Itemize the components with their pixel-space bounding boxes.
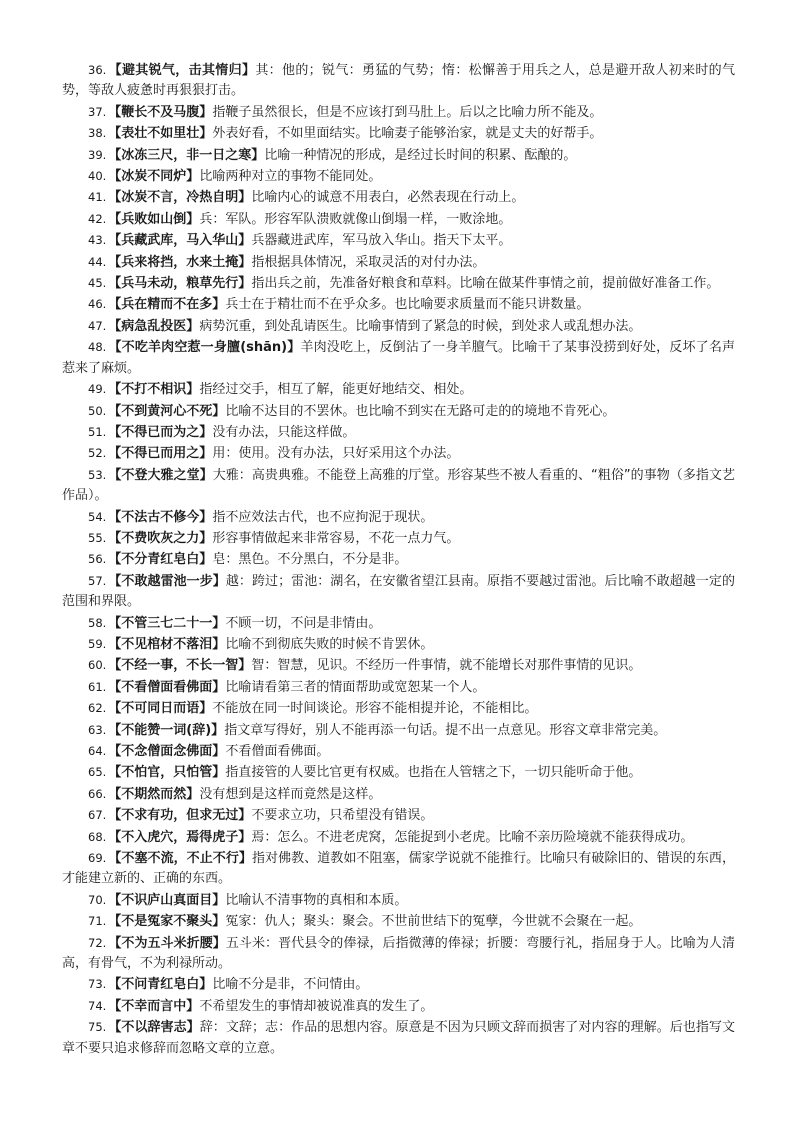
idiom-term: 【不到黄河心不死】 [108, 403, 226, 419]
idiom-term: 【鞭长不及马腹】 [108, 104, 213, 120]
idiom-term: 【冰炭不言，冷热自明】 [108, 190, 252, 206]
idiom-entry [62, 507, 735, 528]
idiom-term: 【不打不相识】 [108, 382, 200, 398]
entry-number: 62. [88, 701, 107, 716]
idiom-definition: 智：智慧，见识。不经历一件事情，就不能增长对那件事情的见识。 [251, 658, 642, 674]
idiom-entry [62, 316, 735, 337]
idiom-entry [62, 166, 735, 187]
idiom-term: 【不经一事，不长一智】 [108, 658, 252, 674]
idiom-entry [62, 784, 735, 805]
idiom-entry [62, 549, 735, 570]
entry-number: 60. [88, 658, 107, 673]
entry-number: 67. [88, 808, 107, 823]
idiom-term: 【不能赞一词(辞)】 [108, 722, 225, 738]
entry-number: 55. [88, 530, 107, 545]
idiom-entry [62, 655, 735, 676]
idiom-definition: 比喻不分是非，不问情由。 [212, 977, 369, 993]
idiom-term: 【不幸而言中】 [108, 998, 200, 1014]
idiom-entry [62, 720, 735, 741]
idiom-definition: 辞：文辞；志：作品的思想内容。原意是不因为只顾文辞而损害了对内容的理解。后也指写文章不要只追求修辞而忽略文章的立意。 [62, 1020, 735, 1056]
entry-number: 36. [88, 63, 107, 77]
entry-number: 37. [88, 104, 107, 119]
idiom-term: 【兵来将挡，水来土掩】 [108, 254, 252, 270]
idiom-definition: 比喻请看第三者的情面帮助或宽恕某一个人。 [225, 679, 486, 695]
idiom-definition: 比喻不达目的不罢休。也比喻不到实在无路可走的的境地不肯死心。 [225, 403, 616, 419]
idiom-entry [62, 422, 735, 443]
idiom-term: 【兵在精而不在多】 [108, 297, 226, 313]
entry-number: 65. [88, 765, 107, 780]
idiom-term: 【不可同日而语】 [108, 701, 213, 717]
entry-number: 63. [88, 722, 107, 737]
idiom-term: 【病急乱投医】 [108, 318, 200, 334]
idiom-entry [62, 379, 735, 400]
idiom-definition: 冤家：仇人；聚头：聚会。不世前世结下的冤孽，今世就不会聚在一起。 [225, 914, 642, 930]
idiom-term: 【不问青红皂白】 [108, 977, 213, 993]
idiom-definition: 五斗米：晋代县令的俸禄，后指微薄的俸禄；折腰：弯腰行礼，指屈身于人。比喻为人清高，有骨气，不为利禄所动。 [62, 935, 735, 972]
idiom-entry [62, 187, 735, 208]
entry-number: 40. [88, 169, 107, 184]
idiom-term: 【不期然而然】 [108, 786, 200, 802]
idiom-definition: 指经过交手，相互了解，能更好地结交、相处。 [199, 382, 473, 398]
entry-number: 58. [88, 615, 107, 630]
entry-number: 49. [88, 382, 107, 397]
idiom-entry [62, 805, 735, 826]
entry-number: 52. [88, 446, 107, 461]
idiom-entry [62, 698, 735, 719]
idiom-term: 【不怕官，只怕管】 [108, 765, 226, 781]
idiom-term: 【不为五斗米折腰】 [108, 935, 226, 951]
entry-number: 41. [88, 190, 107, 205]
entry-number: 53. [88, 467, 107, 482]
entry-number: 50. [88, 403, 107, 418]
idiom-term: 【冰炭不同炉】 [108, 169, 200, 185]
entry-number: 54. [88, 509, 107, 524]
idiom-definition: 不看僧面看佛面。 [225, 744, 330, 759]
idiom-definition: 比喻内心的诚意不用表白，必然表现在行动上。 [251, 190, 525, 206]
idiom-entry [62, 145, 735, 166]
entry-number: 71. [88, 914, 107, 929]
idiom-term: 【不管三七二十一】 [108, 615, 226, 631]
idiom-entry [62, 465, 735, 507]
idiom-term: 【不分青红皂白】 [108, 552, 213, 568]
idiom-definition: 比喻不到彻底失败的时候不肯罢休。 [225, 636, 434, 652]
idiom-definition: 比喻两种对立的事物不能同处。 [199, 169, 382, 185]
idiom-definition: 兵士在于精壮而不在乎众多。也比喻要求质量而不能只讲数量。 [225, 297, 590, 313]
idiom-term: 【兵马未动，粮草先行】 [108, 276, 252, 292]
entry-number: 59. [88, 636, 107, 651]
idiom-definition: 没有办法，只能这样做。 [212, 424, 356, 440]
entry-number: 66. [88, 786, 107, 801]
idiom-term: 【不法古不修今】 [108, 509, 213, 525]
idiom-definition: 指鞭子虽然很长，但是不应该打到马肚上。后以之比喻力所不能及。 [212, 104, 603, 120]
idiom-definition: 羊肉没吃上，反倒沾了一身羊膻气。比喻干了某事没捞到好处，反坏了名声惹来了麻烦。 [62, 340, 735, 376]
idiom-term: 【表壮不如里壮】 [108, 126, 213, 142]
idiom-entry [62, 848, 735, 890]
idiom-entry [62, 933, 735, 975]
idiom-term: 【不求有功，但求无过】 [108, 808, 252, 824]
idiom-term: 【不得已而用之】 [108, 446, 213, 462]
idiom-definition: 不要求立功，只希望没有错误。 [251, 808, 434, 824]
idiom-entry [62, 528, 735, 549]
idiom-definition: 兵器藏进武库，军马放入华山。指天下太平。 [251, 233, 512, 249]
idiom-entry [62, 60, 735, 102]
idiom-term: 【不吃羊肉空惹一身膻(shān)】 [108, 340, 301, 356]
entry-number: 74. [88, 998, 107, 1013]
idiom-entry [62, 677, 735, 698]
idiom-definition: 病势沉重，到处乱请医生。比喻事情到了紧急的时候，到处求人或乱想办法。 [199, 318, 642, 334]
entry-number: 42. [88, 211, 107, 226]
entry-number: 44. [88, 254, 107, 269]
idiom-entry [62, 634, 735, 655]
entry-number: 38. [88, 126, 107, 141]
idiom-definition: 外表好看，不如里面结实。比喻妻子能够治家，就是丈夫的好帮手。 [212, 126, 603, 142]
entry-number: 68. [88, 829, 107, 844]
entry-number: 61. [88, 679, 107, 694]
idiom-definition: 其：他的；锐气：勇猛的气势；惰：松懈善于用兵之人，总是避开敌人初来时的气势，等敌人疲惫时再狠狠打击。 [62, 63, 735, 99]
idiom-entry [62, 613, 735, 634]
entry-number: 70. [88, 892, 107, 907]
idiom-entry [62, 273, 735, 294]
idiom-definition: 皂：黑色。不分黑白，不分是非。 [212, 552, 408, 568]
entry-number: 64. [88, 744, 107, 758]
idiom-term: 【避其锐气，击其惰归】 [108, 63, 256, 78]
idiom-term: 【不以辞害志】 [108, 1020, 200, 1036]
idiom-entry [62, 230, 735, 251]
entry-number: 47. [88, 318, 107, 333]
idiom-definition: 越：跨过；雷池：湖名，在安徽省望江县南。原指不要越过雷池。后比喻不敢超越一定的范围和界限。 [62, 573, 735, 610]
idiom-entry [62, 252, 735, 273]
entry-number: 57. [88, 573, 107, 588]
idiom-term: 【不敢越雷池一步】 [108, 573, 226, 589]
idiom-entry [62, 401, 735, 422]
idiom-term: 【不登大雅之堂】 [108, 467, 213, 483]
idiom-term: 【不见棺材不落泪】 [108, 636, 226, 652]
idiom-entry [62, 443, 735, 464]
entry-number: 39. [88, 147, 107, 162]
idiom-definition: 指直接管的人要比官更有权威。也指在人管辖之下，一切只能听命于他。 [225, 765, 642, 781]
idiom-definition: 比喻认不清事物的真相和本质。 [225, 892, 408, 908]
idiom-definition: 不顾一切，不问是非情由。 [225, 615, 382, 631]
entry-number: 72. [88, 935, 107, 950]
idiom-term: 【兵败如山倒】 [108, 211, 200, 227]
idiom-definition: 不希望发生的事情却被说准真的发生了。 [199, 998, 434, 1014]
idiom-term: 【不念僧面念佛面】 [108, 744, 226, 759]
idiom-definition: 指不应效法古代，也不应拘泥于现状。 [212, 509, 434, 525]
idiom-term: 【不得已而为之】 [108, 424, 213, 440]
idiom-definition: 不能放在同一时间谈论。形容不能相提并论，不能相比。 [212, 701, 538, 717]
idiom-entry [62, 337, 735, 379]
idiom-definition: 大雅：高贵典雅。不能登上高雅的厅堂。形容某些不被人看重的、“粗俗”的事物（多指文艺作品）。 [62, 467, 735, 504]
idiom-entry [62, 762, 735, 783]
idiom-entry [62, 911, 735, 932]
idiom-definition: 用：使用。没有办法，只好采用这个办法。 [212, 446, 460, 462]
idiom-term: 【不入虎穴，焉得虎子】 [108, 829, 252, 845]
entry-number: 45. [88, 276, 107, 291]
idiom-entry [62, 827, 735, 848]
idiom-definition: 指根据具体情况，采取灵活的对付办法。 [251, 254, 486, 270]
idiom-entry [62, 1017, 735, 1059]
entry-number: 46. [88, 297, 107, 312]
idiom-entry [62, 741, 735, 762]
idiom-definition: 指对佛教、道教如不阻塞，儒家学说就不能推行。比喻只有破除旧的、错误的东西，才能建立新的、正确的东西。 [62, 851, 735, 887]
idiom-term: 【不是冤家不聚头】 [108, 914, 226, 930]
entry-number: 73. [88, 977, 107, 992]
idiom-definition: 没有想到是这样而竟然是这样。 [199, 786, 382, 802]
idiom-entry [62, 294, 735, 315]
idiom-entry [62, 102, 735, 123]
entry-number: 69. [88, 851, 107, 866]
idiom-definition: 指文章写得好，别人不能再添一句话。提不出一点意见。形容文章非常完美。 [224, 722, 667, 738]
idiom-definition: 比喻一种情况的形成，是经过长时间的积累、酝酿的。 [264, 147, 577, 163]
idiom-entry [62, 996, 735, 1017]
entry-number: 48. [88, 340, 107, 355]
idiom-term: 【不识庐山真面目】 [108, 892, 226, 908]
entry-number: 75. [88, 1020, 107, 1035]
idiom-definition: 焉：怎么。不进老虎窝，怎能捉到小老虎。比喻不亲历险境就不能获得成功。 [251, 829, 694, 845]
idiom-term: 【不费吹灰之力】 [108, 530, 213, 546]
idiom-entry [62, 123, 735, 144]
idiom-definition: 指出兵之前，先准备好粮食和草料。比喻在做某件事情之前，提前做好准备工作。 [251, 276, 720, 292]
entry-number: 56. [88, 552, 107, 567]
entry-number: 43. [88, 233, 107, 248]
idiom-term: 【冰冻三尺，非一日之寒】 [108, 147, 265, 163]
idiom-term: 【不塞不流，不止不行】 [108, 851, 252, 867]
idiom-entry [62, 571, 735, 613]
idiom-definition: 形容事情做起来非常容易，不花一点力气。 [212, 530, 460, 546]
entry-number: 51. [88, 424, 107, 439]
document-page [62, 60, 735, 1059]
idiom-term: 【兵藏武库，马入华山】 [108, 233, 252, 249]
idiom-entry [62, 209, 735, 230]
idiom-term: 【不看僧面看佛面】 [108, 679, 226, 695]
idiom-entry [62, 890, 735, 911]
idiom-definition: 兵：军队。形容军队溃败就像山倒塌一样，一败涂地。 [199, 211, 512, 227]
idiom-entry [62, 974, 735, 995]
